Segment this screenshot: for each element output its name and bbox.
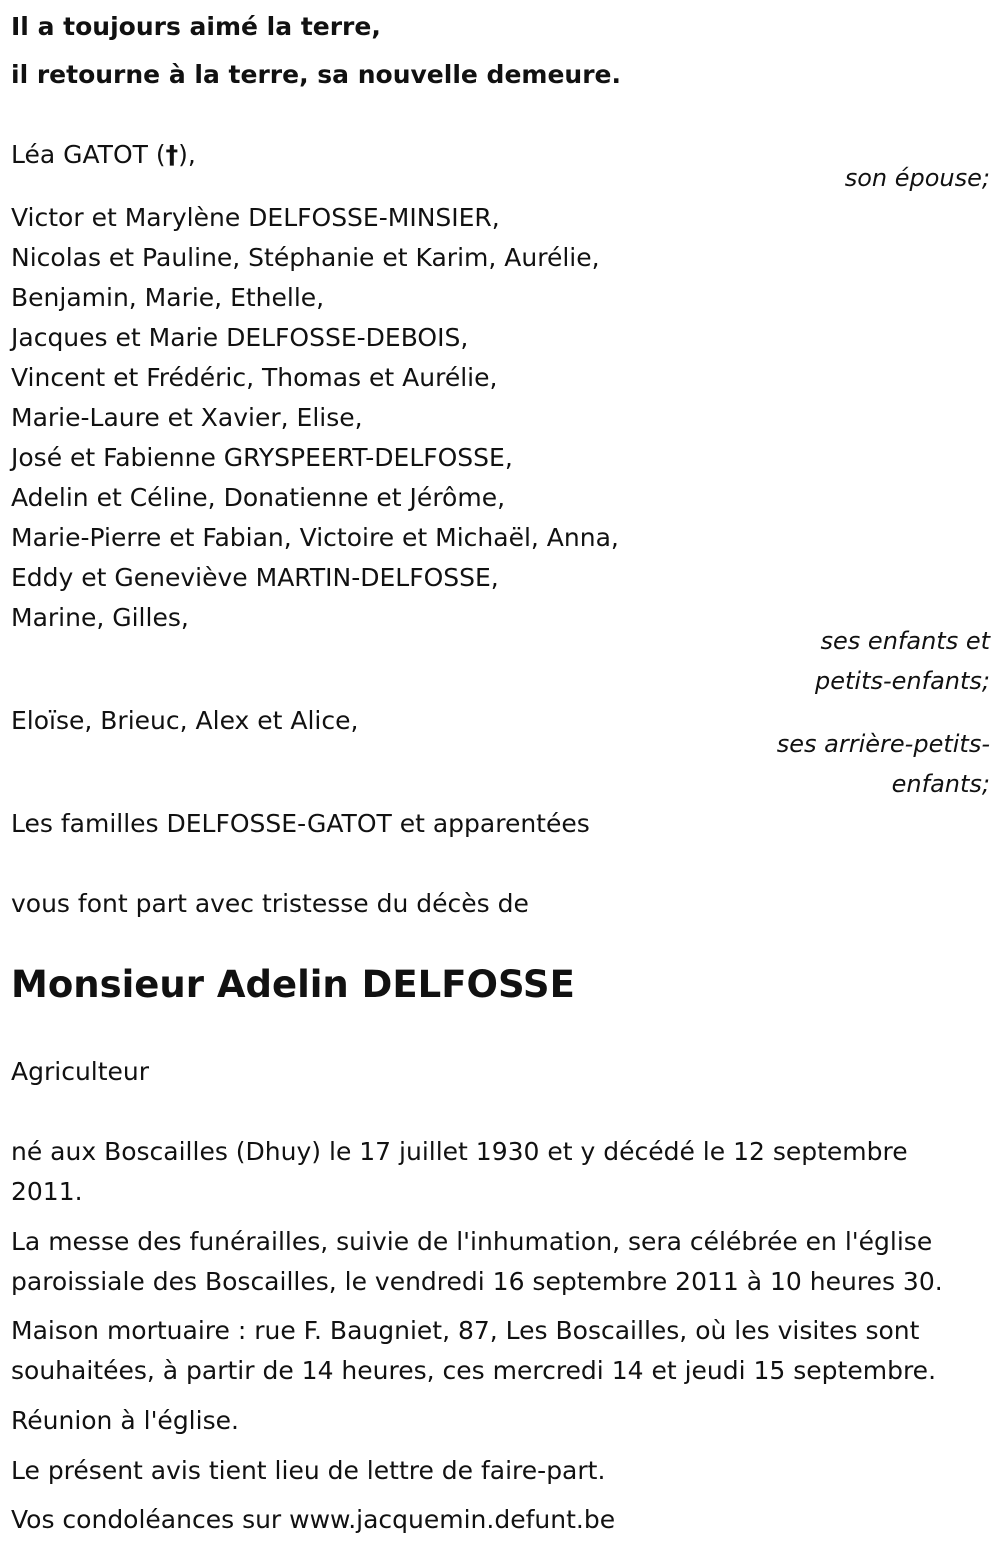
birth-death-paragraph: né aux Boscailles (Dhuy) le 17 juillet 1930 et y décédé le 12 septembre 2011. <box>11 1137 908 1206</box>
family-line: Benjamin, Marie, Ethelle, <box>11 283 325 312</box>
great-grandchildren-line: Eloïse, Brieuc, Alex et Alice, <box>11 706 359 735</box>
family-line: Jacques et Marie DELFOSSE-DEBOIS, <box>11 323 469 352</box>
spouse-line <box>11 135 196 175</box>
spouse-role: son épouse; <box>844 164 990 192</box>
families-line: Les familles DELFOSSE-GATOT et apparentées <box>11 809 590 838</box>
family-line: Vincent et Frédéric, Thomas et Aurélie, <box>11 363 498 392</box>
epigraph-line-2: il retourne à la terre, sa nouvelle demeure. <box>11 60 621 89</box>
family-line: Adelin et Céline, Donatienne et Jérôme, <box>11 483 506 512</box>
family-line: Victor et Marylène DELFOSSE-MINSIER, <box>11 203 500 232</box>
spouse-name: Léa GATOT ( <box>11 140 166 169</box>
condolences-paragraph: Vos condoléances sur www.jacquemin.defunt.be <box>11 1505 616 1534</box>
family-line: Eddy et Geneviève MARTIN-DELFOSSE, <box>11 563 499 592</box>
family-line: Marie-Pierre et Fabian, Victoire et Michaël, Anna, <box>11 523 619 552</box>
announcement-line: vous font part avec tristesse du décès de <box>11 889 529 918</box>
notice-paragraph: Le présent avis tient lieu de lettre de faire-part. <box>11 1456 606 1485</box>
children-role-line-1: ses enfants et <box>820 627 990 655</box>
family-line: José et Fabienne GRYSPEERT-DELFOSSE, <box>11 443 513 472</box>
family-line: Nicolas et Pauline, Stéphanie et Karim, Aurélie, <box>11 243 600 272</box>
visitation-paragraph: Maison mortuaire : rue F. Baugniet, 87, Les Boscailles, où les visites sont souhaitées, à partir de 14 heures, ces mercredi 14 et jeudi 15 septembre. <box>11 1316 937 1385</box>
cross-icon: † <box>165 140 179 169</box>
meeting-paragraph: Réunion à l'église. <box>11 1406 239 1435</box>
funeral-paragraph: La messe des funérailles, suivie de l'inhumation, sera célébrée en l'église paroissiale des Boscailles, le vendredi 16 septembre 2011 à 10 heures 30. <box>11 1227 943 1296</box>
family-line: Marine, Gilles, <box>11 603 189 632</box>
family-line: Marie-Laure et Xavier, Elise, <box>11 403 363 432</box>
deceased-name: Monsieur Adelin DELFOSSE <box>11 963 575 1006</box>
great-grandchildren-role-line-1: ses arrière-petits- <box>776 730 990 758</box>
great-grandchildren-role-line-2: enfants; <box>891 770 990 798</box>
children-role-line-2: petits-enfants; <box>815 667 990 695</box>
epigraph-line-1: Il a toujours aimé la terre, <box>11 12 381 41</box>
occupation: Agriculteur <box>11 1057 150 1086</box>
spouse-suffix: ), <box>178 140 196 169</box>
